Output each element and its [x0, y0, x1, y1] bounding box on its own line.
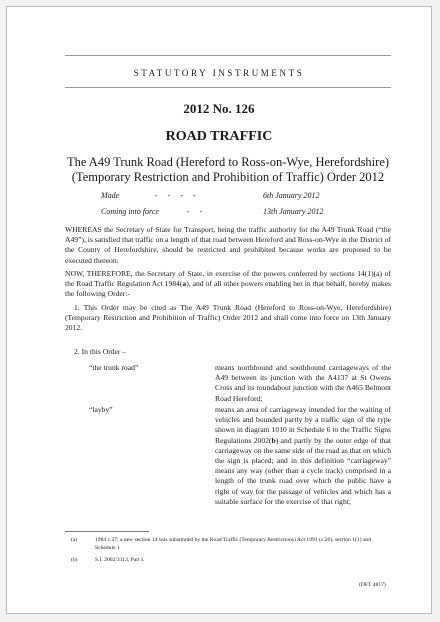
header-rule: [65, 87, 391, 88]
force-date: 13th January 2012: [263, 207, 324, 216]
footnote-label: (b): [71, 557, 78, 563]
order-title: The A49 Trunk Road (Hereford to Ross-on-Wye, Herefordshire) (Temporary Restriction and Prohibition of Traffic) Order 2012: [66, 155, 390, 184]
force-label: Coming into force: [101, 207, 159, 216]
made-dashes: - - - -: [155, 191, 196, 200]
footnote-label: (a): [71, 537, 78, 543]
article-2-number: 2.: [74, 347, 80, 356]
subject-heading: ROAD TRAFFIC: [165, 129, 273, 144]
article-1: 1. This Order may be cited as The A49 Trunk Road (Hereford to Ross-on-Wye, Herefordshire) (Temporary Restriction and Prohibition of Traffic) Order 2012 and shall come into force on 13th January 2012.: [65, 303, 391, 333]
footnote-text: 1984 c.27; a new section 14 was substituted by the Road Traffic (Temporary Restrictions) Act 1991 (c.26), section 1(1) and Schedule 1: [95, 537, 372, 551]
footnote-ref-a: a: [182, 279, 187, 289]
definition-term: “the trunk road”: [89, 363, 139, 372]
definition-meaning: means an area of carriageway intended for the waiting of vehicles and bounded partly by a traffic sign of the type shown in diagram 1010 in Schedule 6 to the Traffic Signs Regulations 2002(b) and partly by the outer edge of that carriageway on the same side of the road as that on which the sign is placed; and in this definition “carriageway” means any way (other than a cycle track) comprised in a length of the trunk road over which the public have a right of way for the passage of vehicles and which has a suitable surface for the exercise of that right;: [215, 405, 391, 506]
whereas-paragraph: WHEREAS the Secretary of State for Transport, being the traffic authority for the A49 Trunk Road (“the A49”), is satisfied that traffic on a length of that road between Hereford and Ross-on-Wye in the District of the County of Herefordshire, should be restricted and prohibited because works are proposed to be executed thereon:: [65, 225, 391, 265]
now-therefore-paragraph: NOW, THEREFORE, the Secretary of State, in exercise of the powers conferred by sections 14(1)(a) of the Road Traffic Regulation Act 1984(a), and of all other powers enabling her in that behalf, hereby makes the following Order:-: [65, 269, 391, 299]
made-date: 6th January 2012: [263, 191, 320, 200]
article-2-intro: 2. In this Order –: [74, 347, 127, 356]
instrument-number: 2012 No. 126: [183, 101, 255, 116]
document-page: [6, 6, 432, 614]
footnote-text: S.I. 2002/3113, Part I.: [95, 557, 145, 563]
force-dashes: - -: [187, 207, 203, 216]
footnote-ref-b: b: [271, 435, 276, 445]
footnote-rule: [65, 531, 149, 532]
definition-meaning: means northbound and southbound carriageways of the A49 between its junction with the A4137 at St Owens Cross and its roundabout junction with the A465 Belmont Road Hereford;: [215, 363, 391, 403]
made-label: Made: [101, 191, 120, 200]
article-1-number: 1.: [74, 303, 80, 312]
document-reference: (DFT 4817): [359, 582, 386, 588]
definition-term: “layby”: [89, 405, 113, 414]
top-rule: [65, 55, 391, 56]
series-heading: STATUTORY INSTRUMENTS: [133, 68, 305, 78]
